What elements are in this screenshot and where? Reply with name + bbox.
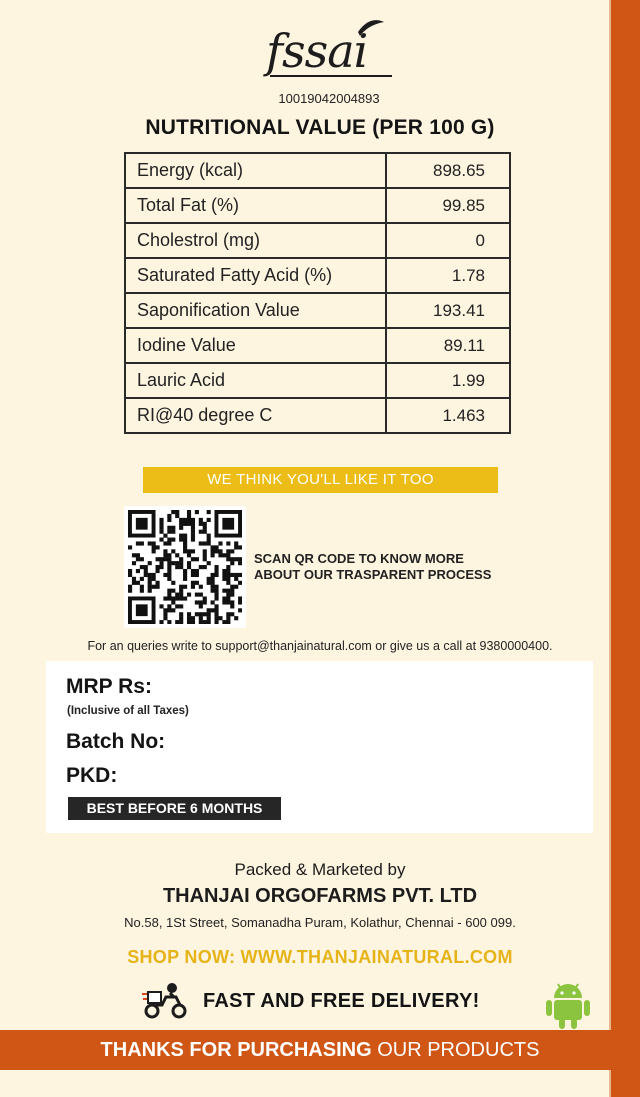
- table-row: [125, 293, 510, 328]
- mrp-label: MRP Rs:: [66, 675, 152, 698]
- scooter-icon: [142, 980, 190, 1025]
- company-address: No.58, 1St Street, Somanadha Puram, Kolathur, Chennai - 600 099.: [124, 915, 516, 930]
- packed-by-label: Packed & Marketed by: [234, 860, 406, 879]
- fssai-word: fssai: [266, 24, 368, 78]
- nutrient-label: Cholestrol (mg): [125, 223, 386, 258]
- nutrient-label: Iodine Value: [125, 328, 386, 363]
- nutrient-label: RI@40 degree C: [125, 398, 386, 433]
- nutrient-value: 1.463: [386, 398, 510, 433]
- table-row: [125, 188, 510, 223]
- table-row: [125, 223, 510, 258]
- table-row: [125, 153, 510, 188]
- nutrient-label: Saponification Value: [125, 293, 386, 328]
- nutrition-table: [124, 152, 511, 434]
- pkd-label: PKD:: [66, 764, 118, 787]
- right-orange-stripe: [611, 0, 640, 1097]
- table-row: [125, 398, 510, 433]
- fssai-logo-icon: [262, 18, 396, 90]
- nutrient-value: 1.99: [386, 363, 510, 398]
- batch-label: Batch No:: [66, 730, 166, 753]
- nutrient-value: 89.11: [386, 328, 510, 363]
- nutrient-value: 898.65: [386, 153, 510, 188]
- nutrition-title: NUTRITIONAL VALUE (PER 100 G): [145, 116, 495, 139]
- fssai-license-number: 10019042004893: [278, 91, 380, 106]
- company-name: THANJAI ORGOFARMS PVT. LTD: [162, 885, 478, 907]
- qr-caption-line-1: SCAN QR CODE TO KNOW MORE: [254, 551, 464, 566]
- qr-caption-line-2: ABOUT OUR TRASPARENT PROCESS: [254, 567, 492, 582]
- android-icon: [544, 978, 592, 1035]
- inclusive-taxes-note: (Inclusive of all Taxes): [67, 705, 189, 717]
- best-before-badge: BEST BEFORE 6 MONTHS: [68, 797, 281, 820]
- nutrient-value: 1.78: [386, 258, 510, 293]
- recommend-banner: WE THINK YOU'LL LIKE IT TOO: [143, 467, 498, 493]
- contact-line: For an queries write to support@thanjainatural.com or give us a call at 9380000400.: [87, 639, 553, 653]
- table-row: [125, 258, 510, 293]
- info-panel: [46, 661, 593, 833]
- qr-caption: [254, 551, 554, 583]
- shop-now-link[interactable]: SHOP NOW: WWW.THANJAINATURAL.COM: [127, 947, 513, 967]
- nutrient-label: Lauric Acid: [125, 363, 386, 398]
- table-row: [125, 363, 510, 398]
- thanks-banner: [0, 1030, 640, 1070]
- nutrient-label: Saturated Fatty Acid (%): [125, 258, 386, 293]
- delivery-label: FAST AND FREE DELIVERY!: [203, 990, 480, 1012]
- nutrient-label: Energy (kcal): [125, 153, 386, 188]
- nutrient-label: Total Fat (%): [125, 188, 386, 223]
- table-row: [125, 328, 510, 363]
- nutrient-value: 99.85: [386, 188, 510, 223]
- nutrient-value: 193.41: [386, 293, 510, 328]
- thanks-rest-text: OUR PRODUCTS: [371, 1039, 540, 1061]
- thanks-bold-text: THANKS FOR PURCHASING: [100, 1039, 372, 1061]
- qr-code-icon[interactable]: [124, 506, 246, 628]
- nutrient-value: 0: [386, 223, 510, 258]
